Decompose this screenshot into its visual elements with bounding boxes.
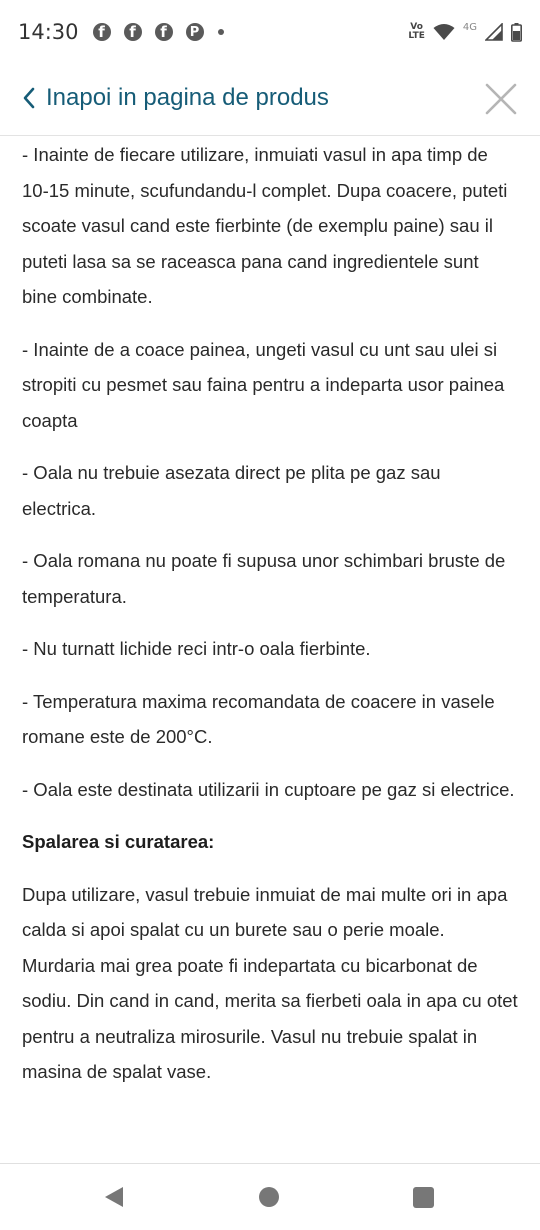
back-link-label: Inapoi in pagina de produs bbox=[46, 84, 329, 111]
close-button[interactable] bbox=[484, 82, 518, 116]
facebook-icon: f bbox=[124, 23, 142, 41]
status-time: 14:30 bbox=[18, 20, 79, 44]
volte-indicator: Vo LTE bbox=[408, 22, 425, 41]
battery-icon bbox=[511, 23, 522, 42]
home-circle-icon[interactable] bbox=[259, 1187, 279, 1207]
product-instructions bbox=[0, 136, 540, 1163]
section-heading: Spalarea si curatarea: bbox=[22, 831, 215, 852]
instruction-paragraph: - Temperatura maxima recomandata de coacere in vasele romane este de 200°C. bbox=[22, 690, 495, 747]
page-header bbox=[0, 64, 540, 136]
instruction-paragraph: - Nu turnatt lichide reci intr-o oala fierbinte. bbox=[22, 638, 371, 659]
network-type: 4G bbox=[462, 21, 477, 33]
instruction-paragraph: - Inainte de a coace painea, ungeti vasul cu unt sau ulei si stropiti cu pesmet sau faina pentru a indeparta usor painea coapta bbox=[22, 338, 505, 431]
status-bar bbox=[0, 0, 540, 64]
system-nav-bar bbox=[0, 1163, 540, 1230]
instruction-paragraph: - Oala romana nu poate fi supusa unor schimbari bruste de temperatura. bbox=[22, 550, 506, 607]
dot-icon bbox=[218, 29, 224, 35]
instruction-paragraph: - Inainte de fiecare utilizare, inmuiati vasul in apa timp de 10-15 minute, scufundandu-l complet. Dupa coacere, puteti scoate vasul cand este fierbinte (de exemplu paine) sau il puteti lasa sa se raceasca pana cand ingredientele sunt bine combinate. bbox=[22, 144, 508, 307]
facebook-icon: f bbox=[93, 23, 111, 41]
system-status bbox=[408, 23, 522, 42]
signal-icon bbox=[485, 23, 503, 41]
recents-square-icon[interactable] bbox=[413, 1187, 434, 1208]
chevron-left-icon bbox=[22, 87, 36, 109]
back-to-product-link[interactable] bbox=[22, 84, 329, 112]
wifi-icon bbox=[433, 23, 455, 41]
cleaning-paragraph: Dupa utilizare, vasul trebuie inmuiat de mai multe ori in apa calda si apoi spalat cu un burete sau o perie moale. Murdaria mai grea poate fi indepartata cu bicarbonat de sodiu. Din cand in cand, merita sa fierbeti oala in apa cu otet pentru a neutraliza mirosurile. Vasul nu trebuie spalat in masina de spalat vase. bbox=[22, 883, 518, 1082]
pinterest-icon: P bbox=[186, 23, 204, 41]
back-triangle-icon[interactable] bbox=[104, 1186, 124, 1208]
facebook-icon: f bbox=[155, 23, 173, 41]
instruction-paragraph: - Oala nu trebuie asezata direct pe plita pe gaz sau electrica. bbox=[22, 462, 441, 519]
instruction-paragraph: - Oala este destinata utilizarii in cuptoare pe gaz si electrice. bbox=[22, 778, 515, 800]
close-icon bbox=[484, 82, 518, 116]
